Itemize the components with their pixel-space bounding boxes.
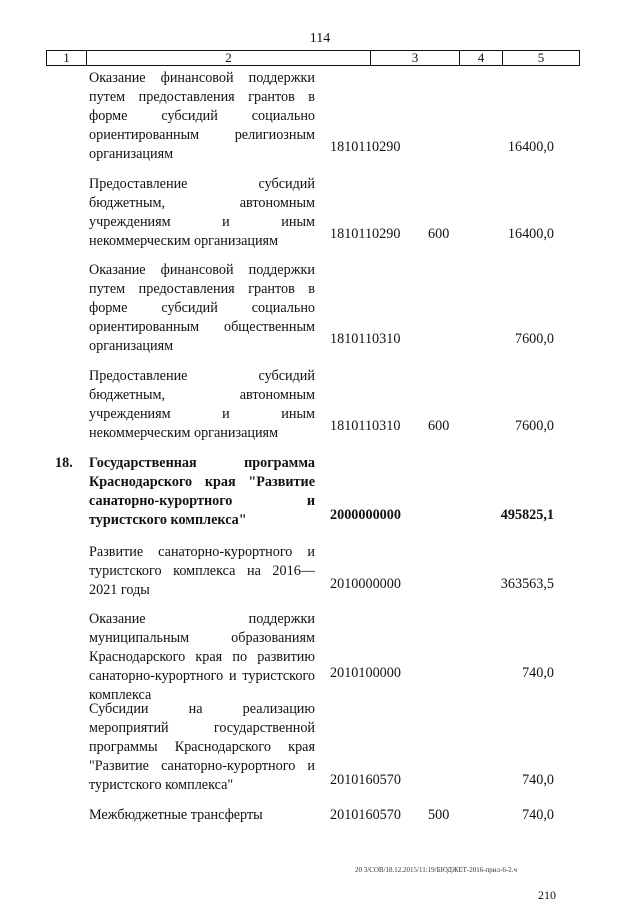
table-row — [46, 367, 580, 441]
row-amount: 740,0 — [522, 807, 554, 823]
header-col-2: 2 — [87, 51, 371, 65]
row-description: Развитие санаторно-курортного и туристского комплекса на 2016—2021 годы — [89, 544, 315, 598]
row-amount: 16400,0 — [507, 139, 554, 155]
row-vr-code: 600 — [428, 226, 450, 242]
row-description: Оказание финансовой поддержки путем предоставления грантов в форме субсидий социально ориентированным религиозным организациям — [89, 70, 315, 162]
table-row — [46, 543, 580, 598]
table-row — [46, 806, 580, 826]
header-col-3: 3 — [371, 51, 460, 65]
row-description: Оказание финансовой поддержки путем предоставления грантов в форме субсидий социально ориентированным общественным организациям — [89, 262, 315, 354]
table-row — [46, 610, 580, 703]
row-csr-code: 1810110290 — [330, 226, 401, 242]
row-description: Предоставление субсидий бюджетным, автономным учреждениям и иным некоммерческим организациям — [89, 368, 315, 441]
table-row — [46, 175, 580, 249]
row-csr-code: 2000000000 — [330, 507, 401, 523]
row-vr-code: 500 — [428, 807, 450, 823]
row-amount: 16400,0 — [507, 226, 554, 242]
row-csr-code: 2010160570 — [330, 807, 401, 823]
table-row-program — [46, 454, 580, 526]
row-description: Государственная программа Краснодарского края "Развитие санаторно-курортного и туристского комплекса" — [89, 455, 315, 528]
row-csr-code: 2010160570 — [330, 772, 401, 788]
row-amount: 740,0 — [522, 665, 554, 681]
row-amount: 495825,1 — [500, 507, 554, 523]
row-csr-code: 1810110310 — [330, 418, 401, 434]
row-description: Оказание поддержки муниципальным образованиям Краснодарского края по развитию санаторно-курортного и туристского комплекса — [89, 611, 315, 703]
table-row — [46, 261, 580, 354]
table-row — [46, 700, 580, 793]
row-number: 18. — [55, 455, 73, 471]
header-col-1: 1 — [47, 51, 87, 65]
header-col-4: 4 — [460, 51, 503, 65]
row-amount: 7600,0 — [514, 331, 554, 347]
row-csr-code: 2010000000 — [330, 576, 401, 592]
table-row — [46, 69, 580, 162]
row-vr-code: 600 — [428, 418, 450, 434]
row-amount: 363563,5 — [500, 576, 554, 592]
corner-page-mark: 210 — [538, 888, 556, 902]
row-csr-code: 1810110290 — [330, 139, 401, 155]
row-description: Субсидии на реализацию мероприятий государственной программы Краснодарского края "Развитие санаторно-курортного и туристского комплекса" — [89, 701, 315, 793]
row-amount: 740,0 — [522, 772, 554, 788]
document-footer-code: 20 3/СОВ/18.12.2015/11:19/БЮДЖЕТ-2016-прил-6-2.ч — [355, 866, 517, 874]
row-description: Предоставление субсидий бюджетным, автономным учреждениям и иным некоммерческим организациям — [89, 176, 315, 249]
row-csr-code: 1810110310 — [330, 331, 401, 347]
row-csr-code: 2010100000 — [330, 665, 401, 681]
page-number: 114 — [309, 31, 331, 46]
row-amount: 7600,0 — [514, 418, 554, 434]
row-description: Межбюджетные трансферты — [89, 807, 263, 823]
table-header — [46, 50, 580, 66]
header-col-5: 5 — [537, 50, 545, 65]
